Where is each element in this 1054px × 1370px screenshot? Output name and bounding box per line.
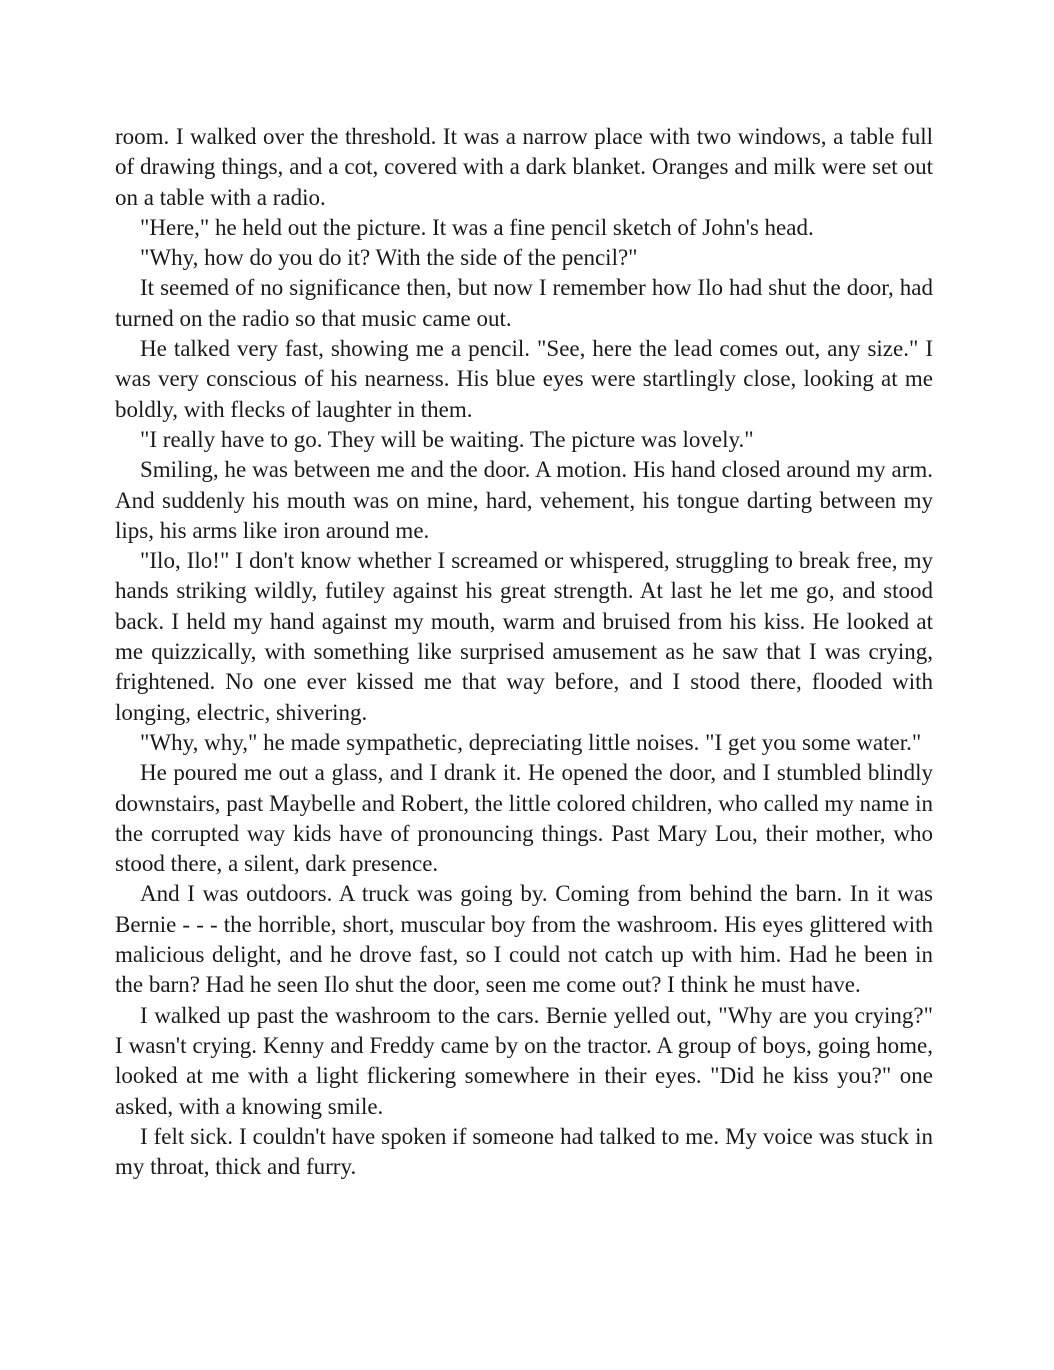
- paragraph: I felt sick. I couldn't have spoken if someone had talked to me. My voice was stuck in my throat, thick and furry.: [115, 1123, 933, 1180]
- paragraph: It seemed of no significance then, but now I remember how Ilo had shut the door, had turned on the radio so that music came out.: [115, 275, 933, 331]
- paragraph: He talked very fast, showing me a pencil. "See, here the lead comes out, any size." I was very conscious of his nearness. His blue eyes were startlingly close, looking at me boldly, with flecks of laughter in them.: [115, 336, 933, 422]
- paragraph: "Why, how do you do it? With the side of the pencil?": [140, 245, 638, 271]
- paragraph: "Here," he held out the picture. It was a fine pencil sketch of John's head.: [140, 214, 814, 240]
- page-body: [115, 122, 933, 1182]
- paragraph: room. I walked over the threshold. It was a narrow place with two windows, a table full of drawing things, and a cot, covered with a dark blanket. Oranges and milk were set out on a table with a radio.: [115, 124, 933, 210]
- paragraph: I walked up past the washroom to the cars. Bernie yelled out, "Why are you crying?" I wasn't crying. Kenny and Freddy came by on the tractor. A group of boys, going home, looked at me with a light flickering somewhere in their eyes. "Did he kiss you?" one asked, with a knowing smile.: [115, 1002, 933, 1119]
- paragraph: "Why, why," he made sympathetic, depreciating little noises. "I get you some water.": [140, 729, 922, 755]
- paragraph: And I was outdoors. A truck was going by. Coming from behind the barn. In it was Bernie - - - the horrible, short, muscular boy from the washroom. His eyes glittered with malicious delight, and he drove fast, so I could not catch up with him. Had he been in the barn? Had he seen Ilo shut the door, seen me come out? I think he must have.: [115, 881, 933, 998]
- paragraph: He poured me out a glass, and I drank it. He opened the door, and I stumbled blindly downstairs, past Maybelle and Robert, the little colored children, who called my name in the corrupted way kids have of pronouncing things. Past Mary Lou, their mother, who stood there, a silent, dark presence.: [115, 760, 933, 877]
- paragraph: Smiling, he was between me and the door. A motion. His hand closed around my arm. And suddenly his mouth was on mine, hard, vehement, his tongue darting between my lips, his arms like iron around me.: [115, 457, 933, 543]
- paragraph: "I really have to go. They will be waiting. The picture was lovely.": [140, 426, 754, 452]
- paragraph: "Ilo, Ilo!" I don't know whether I screamed or whispered, struggling to break free, my hands striking wildly, futiley against his great strength. At last he let me go, and stood back. I held my hand against my mouth, warm and bruised from his kiss. He looked at me quizzically, with something like surprised amusement as he saw that I was crying, frightened. No one ever kissed me that way before, and I stood there, flooded with longing, electric, shivering.: [115, 548, 933, 725]
